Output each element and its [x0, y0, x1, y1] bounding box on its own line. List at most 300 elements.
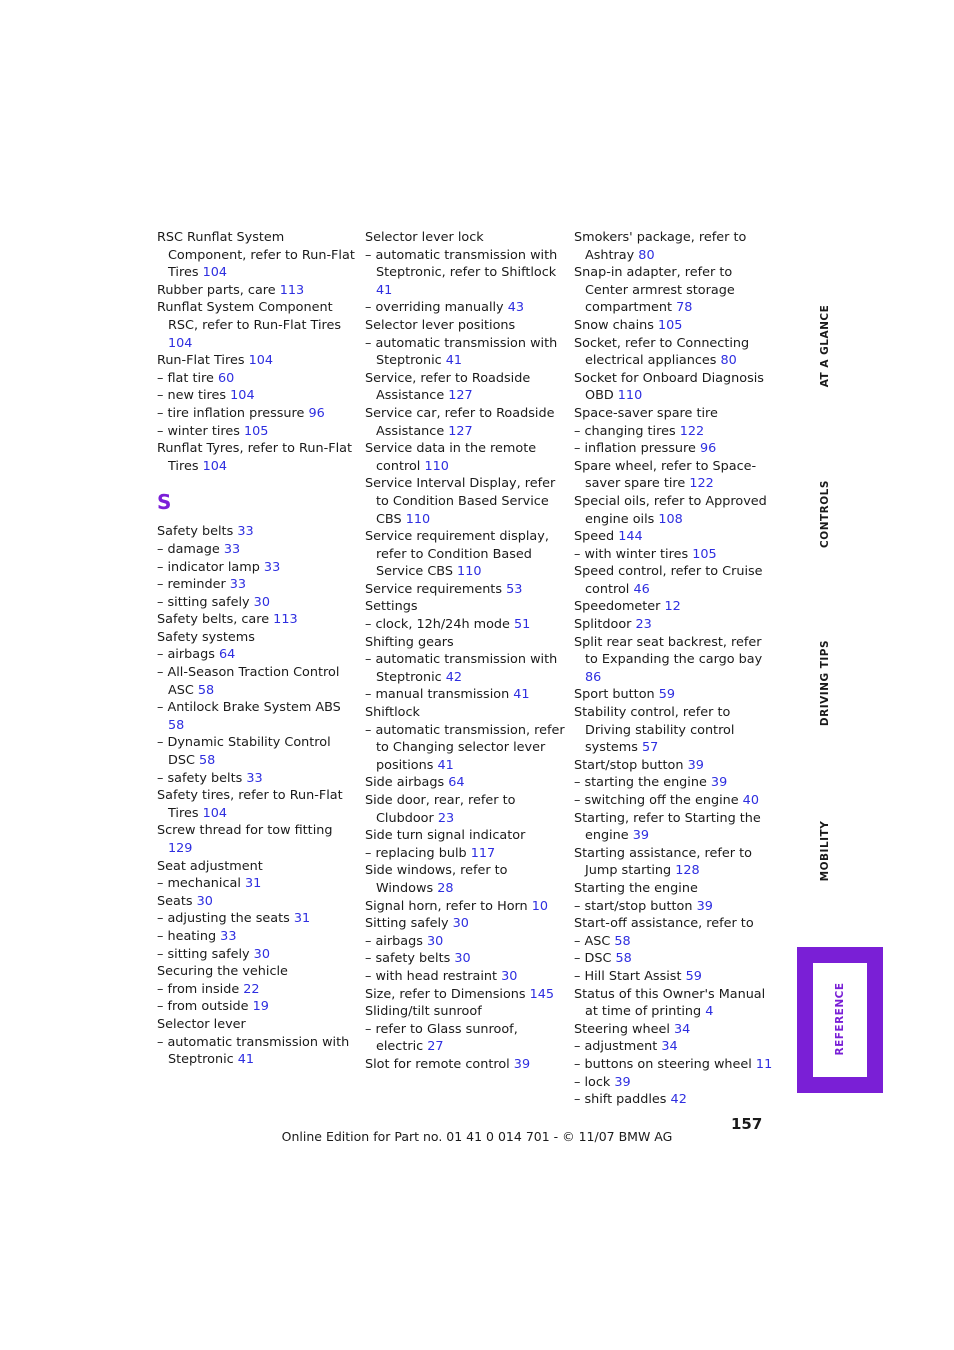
index-entry: [365, 862, 565, 897]
index-entry-text: Special oils, refer to Approved engine oils: [574, 493, 767, 527]
index-entry: [574, 898, 774, 916]
index-entry-text: Runflat System Component RSC, refer to Run-Flat Tires: [157, 300, 342, 333]
index-entry: [365, 651, 565, 686]
index-entry: [365, 915, 565, 933]
index-entry: [365, 581, 565, 599]
page-link[interactable]: 30: [196, 893, 213, 909]
page-link[interactable]: 104: [202, 458, 228, 474]
index-entry: [365, 299, 565, 317]
index-entry: [157, 963, 357, 981]
index-entry: [574, 915, 774, 933]
index-entry-text: Sport button: [574, 687, 659, 703]
index-entry: [157, 629, 357, 647]
index-entry-text: Selector lever positions: [365, 317, 516, 333]
index-entry-text: – airbags: [365, 933, 427, 949]
page-link[interactable]: 23: [635, 617, 652, 633]
index-entry: [157, 423, 357, 441]
index-entry: [574, 546, 774, 564]
page-link[interactable]: 46: [633, 581, 650, 597]
index-entry: [574, 1021, 774, 1039]
index-entry: [574, 704, 774, 757]
index-entry-text: – indicator lamp: [157, 559, 264, 575]
index-entry-text: – ASC: [574, 933, 615, 949]
index-entry-text: Selector lever: [157, 1016, 246, 1032]
index-column-3: [574, 229, 774, 1109]
index-entry-text: Signal horn, refer to Horn: [365, 898, 532, 914]
page-link[interactable]: 113: [273, 612, 298, 628]
index-entry-text: – DSC: [574, 951, 616, 967]
page-link[interactable]: 39: [632, 828, 650, 844]
index-entry: [574, 986, 774, 1021]
index-entry: [157, 646, 357, 664]
index-entry: [574, 598, 774, 616]
index-entry-text: – with winter tires: [574, 546, 693, 562]
index-entry-text: – buttons on steering wheel: [574, 1056, 756, 1072]
index-entry: [157, 822, 357, 857]
index-entry-text: – starting the engine: [574, 775, 711, 791]
index-entry: [574, 229, 774, 264]
index-entry-text: – automatic transmission with Steptronic: [365, 652, 558, 685]
index-entry-text: – sitting safely: [157, 594, 254, 610]
page-link[interactable]: 43: [507, 300, 524, 316]
index-entry: [365, 229, 565, 247]
index-entry: [574, 968, 774, 986]
tab-at-a-glance[interactable]: AT A GLANCE: [819, 304, 831, 388]
page-link[interactable]: 30: [253, 946, 270, 962]
page-link[interactable]: 30: [253, 594, 270, 610]
page-link[interactable]: 42: [445, 669, 463, 685]
index-entry: [574, 264, 774, 317]
index-entry-text: Service data in the remote control: [365, 441, 537, 474]
index-entry-text: Runflat Tyres, refer to Run-Flat Tires: [157, 441, 352, 474]
index-entry: [574, 792, 774, 810]
page-link[interactable]: 105: [243, 423, 269, 439]
index-entry: [574, 686, 774, 704]
page-link[interactable]: 64: [448, 775, 465, 791]
index-entry: [574, 1074, 774, 1092]
page-link[interactable]: 42: [670, 1092, 687, 1108]
index-entry: [365, 950, 565, 968]
tab-mobility[interactable]: MOBILITY: [819, 820, 831, 882]
page-link[interactable]: 41: [437, 757, 454, 773]
index-entry: [157, 910, 357, 928]
index-entry: [157, 576, 357, 594]
page-link[interactable]: 64: [218, 647, 236, 663]
index-entry: [365, 792, 565, 827]
index-entry-text: – flat tire: [157, 370, 218, 386]
index-entry-text: – reminder: [157, 577, 230, 593]
index-entry: [157, 664, 357, 699]
index-entry-text: Size, refer to Dimensions: [365, 986, 530, 1002]
page-link[interactable]: 39: [687, 757, 704, 773]
page-link[interactable]: 53: [506, 581, 523, 597]
index-entry-text: – inflation pressure: [574, 441, 700, 457]
index-entry-text: Slot for remote control: [365, 1056, 514, 1072]
footer-text: Online Edition for Part no. 01 41 0 014 701 - © 11/07 BMW AG: [281, 1129, 673, 1144]
index-column-2: [365, 229, 565, 1074]
index-entry-text: Safety systems: [157, 629, 255, 645]
index-entry-text: Snow chains: [574, 317, 658, 333]
page-link[interactable]: 33: [263, 559, 281, 575]
index-entry-text: – new tires: [157, 388, 231, 404]
index-entry: [365, 475, 565, 528]
index-entry: [365, 827, 565, 845]
index-entry-text: Side airbags: [365, 775, 449, 791]
page-link[interactable]: 39: [513, 1056, 531, 1072]
page-link[interactable]: 27: [427, 1039, 444, 1055]
index-entry: [574, 1056, 774, 1074]
index-entry-text: Service requirements: [365, 581, 507, 597]
page-link[interactable]: 57: [642, 740, 659, 756]
index-entry-text: Start/stop button: [574, 757, 688, 773]
index-entry-text: Shiftlock: [365, 705, 420, 721]
page-link[interactable]: 104: [202, 265, 228, 281]
page-link[interactable]: 28: [437, 880, 454, 896]
index-entry-text: Side door, rear, refer to Clubdoor: [365, 793, 516, 826]
index-entry: [157, 523, 357, 541]
index-entry: [365, 722, 565, 775]
index-entry-text: – automatic transmission, refer to Changing selector lever positions: [365, 722, 565, 773]
page-link[interactable]: 108: [658, 511, 683, 527]
index-entry: [157, 1016, 357, 1034]
index-entry-text: – adjustment: [574, 1039, 662, 1055]
index-entry: [365, 1003, 565, 1021]
page-link[interactable]: 40: [742, 793, 759, 808]
page-link[interactable]: 30: [452, 916, 469, 932]
page-link[interactable]: 80: [720, 353, 737, 369]
index-entry-text: Service car, refer to Roadside Assistance: [365, 405, 555, 439]
index-entry: [574, 634, 774, 687]
index-entry: [574, 563, 774, 598]
page-link[interactable]: 60: [217, 370, 235, 386]
index-entry-text: Shifting gears: [365, 634, 454, 650]
index-entry: [365, 247, 565, 300]
page-link[interactable]: 58: [197, 682, 215, 698]
index-entry-text: – safety belts: [365, 951, 455, 967]
index-entry-text: Starting assistance, refer to Jump starting: [574, 845, 752, 879]
page-link[interactable]: 39: [614, 1074, 631, 1090]
index-entry: [574, 774, 774, 792]
index-entry-text: – start/stop button: [574, 898, 697, 914]
tab-controls[interactable]: CONTROLS: [819, 480, 831, 548]
page-link[interactable]: 30: [454, 951, 471, 967]
index-entry-text: – mechanical: [157, 876, 245, 892]
page-link[interactable]: 110: [617, 388, 643, 404]
index-entry: [365, 528, 565, 581]
index-entry-text: – Antilock Brake System ABS: [157, 700, 341, 716]
index-entry: [157, 405, 357, 423]
index-entry-text: Side windows, refer to Windows: [365, 863, 508, 896]
index-entry-text: Steering wheel: [574, 1021, 674, 1037]
page-link[interactable]: 110: [457, 564, 482, 580]
index-entry: [157, 858, 357, 876]
index-entry-text: – sitting safely: [157, 946, 254, 962]
page-link[interactable]: 22: [243, 981, 260, 997]
page-link[interactable]: 31: [293, 911, 311, 927]
index-entry-text: – Dynamic Stability Control DSC: [157, 735, 331, 769]
page-link[interactable]: 33: [237, 524, 254, 540]
page-link[interactable]: 19: [252, 999, 269, 1015]
index-entry-text: Side turn signal indicator: [365, 828, 526, 844]
index-entry: [157, 387, 357, 405]
index-entry: [574, 528, 774, 546]
index-entry: [365, 317, 565, 335]
index-entry: [157, 981, 357, 999]
page-link[interactable]: 145: [529, 986, 555, 1002]
page-link[interactable]: 117: [470, 845, 496, 861]
page-link[interactable]: 33: [223, 541, 241, 557]
index-entry-text: – from outside: [157, 999, 253, 1015]
index-entry: [157, 594, 357, 612]
index-entry: [574, 933, 774, 951]
index-entry: [365, 405, 565, 440]
page-link[interactable]: 31: [244, 876, 262, 892]
index-entry-text: – tire inflation pressure: [157, 405, 309, 421]
index-entry: [574, 493, 774, 528]
index-entry-text: Screw thread for tow fitting: [157, 823, 333, 839]
index-entry-text: RSC Runflat System Component, refer to Run-Flat Tires: [157, 230, 355, 281]
index-entry-text: Securing the vehicle: [157, 964, 288, 980]
page-link[interactable]: 11: [755, 1056, 773, 1072]
index-entry-text: – switching off the engine: [574, 793, 743, 808]
index-entry: [157, 352, 357, 370]
page-link[interactable]: 30: [501, 968, 518, 984]
page-link[interactable]: 41: [445, 353, 463, 369]
index-entry-text: Safety tires, refer to Run-Flat Tires: [157, 788, 343, 821]
page-link[interactable]: 34: [661, 1039, 678, 1055]
index-entry-text: – automatic transmission with Steptronic: [157, 1034, 350, 1068]
page-link[interactable]: 129: [168, 841, 193, 856]
page-link[interactable]: 144: [618, 529, 643, 545]
index-entry: [574, 317, 774, 335]
page-link[interactable]: 34: [673, 1021, 691, 1037]
index-entry-text: Splitdoor: [574, 617, 636, 633]
page-link[interactable]: 104: [248, 353, 274, 369]
page-link[interactable]: 110: [424, 458, 449, 474]
page-link[interactable]: 104: [168, 335, 193, 351]
index-entry-text: – manual transmission: [365, 687, 514, 703]
index-entry-text: – Hill Start Assist: [574, 968, 686, 984]
index-entry-text: – with head restraint: [365, 968, 502, 984]
page-link[interactable]: 12: [664, 599, 681, 615]
index-entry-text: Smokers' package, refer to Ashtray: [574, 230, 747, 263]
index-entry-text: – heating: [157, 928, 221, 944]
page-link[interactable]: 122: [689, 476, 714, 492]
page-link[interactable]: 51: [514, 617, 531, 633]
index-entry: [365, 933, 565, 951]
index-entry-text: Seat adjustment: [157, 858, 263, 874]
index-entry: [157, 734, 357, 769]
page-link[interactable]: 30: [426, 933, 444, 949]
index-entry: [365, 335, 565, 370]
index-entry-text: Safety belts: [157, 524, 238, 540]
index-entry: [157, 946, 357, 964]
index-entry-text: Sitting safely: [365, 916, 453, 932]
index-entry: [365, 986, 565, 1004]
page-link[interactable]: 39: [710, 775, 728, 791]
index-entry-text: – automatic transmission with Steptronic, refer to Shiftlock: [365, 247, 558, 281]
index-entry-text: Safety belts, care: [157, 612, 274, 628]
index-entry-text: Run-Flat Tires: [157, 353, 249, 369]
index-entry-text: – clock, 12h/24h mode: [365, 617, 514, 633]
index-entry-text: Sliding/tilt sunroof: [365, 1004, 482, 1020]
page-link[interactable]: 58: [198, 753, 216, 769]
index-entry-text: Split rear seat backrest, refer to Expanding the cargo bay: [574, 634, 763, 668]
index-entry: [574, 757, 774, 775]
page-link[interactable]: 58: [168, 717, 185, 733]
index-entry: [157, 1034, 357, 1069]
index-entry: [574, 1091, 774, 1109]
index-entry-text: Socket, refer to Connecting electrical appliances: [574, 335, 750, 369]
page-link[interactable]: 80: [638, 247, 655, 263]
page-link[interactable]: 39: [696, 898, 713, 914]
index-entry-text: – lock: [574, 1074, 615, 1090]
tab-reference-label: REFERENCE: [834, 982, 846, 1056]
index-entry: [157, 998, 357, 1016]
page-link[interactable]: 96: [308, 405, 325, 421]
index-entry-text: Speed control, refer to Cruise control: [574, 564, 763, 597]
index-entry: [574, 458, 774, 493]
index-entry: [157, 541, 357, 559]
page-link[interactable]: 105: [658, 317, 683, 333]
index-entry-text: Speedometer: [574, 599, 665, 615]
index-entry-text: Service, refer to Roadside Assistance: [365, 370, 531, 404]
page-link[interactable]: 113: [279, 282, 305, 298]
index-entry-text: – from inside: [157, 981, 244, 997]
index-entry: [365, 968, 565, 986]
index-entry: [157, 282, 357, 300]
index-entry: [157, 699, 357, 734]
page-link[interactable]: 127: [448, 423, 473, 439]
index-entry: [574, 405, 774, 423]
index-entry: [157, 229, 357, 282]
index-entry: [574, 1038, 774, 1056]
page-link[interactable]: 104: [230, 388, 255, 404]
index-entry: [157, 787, 357, 822]
index-entry-text: – winter tires: [157, 423, 244, 439]
index-entry: [365, 686, 565, 704]
index-entry: [574, 370, 774, 405]
tab-reference-inner: [813, 963, 867, 1077]
index-entry-text: Seats: [157, 893, 197, 909]
index-entry-text: Service requirement display, refer to Condition Based Service CBS: [365, 529, 549, 580]
page-link[interactable]: 41: [237, 1052, 255, 1068]
page-link[interactable]: 4: [705, 1004, 714, 1020]
index-entry-text: Starting, refer to Starting the engine: [574, 810, 761, 844]
index-entry-text: Starting the engine: [574, 880, 698, 896]
index-entry-text: Space-saver spare tire: [574, 405, 718, 421]
index-entry-text: – automatic transmission with Steptronic: [365, 335, 558, 369]
index-entry-text: – All-Season Traction Control ASC: [157, 665, 340, 698]
index-entry: [365, 898, 565, 916]
page-link[interactable]: 41: [513, 687, 530, 703]
index-entry: [157, 559, 357, 577]
index-entry-text: Selector lever lock: [365, 230, 484, 245]
index-entry-text: – refer to Glass sunroof, electric: [365, 1021, 518, 1055]
index-column-1: [157, 229, 357, 1069]
index-entry-text: Service Interval Display, refer to Condition Based Service CBS: [365, 476, 556, 527]
page-link[interactable]: 10: [531, 898, 549, 914]
page-link[interactable]: 58: [615, 951, 632, 967]
index-entry-text: – overriding manually: [365, 300, 508, 316]
index-entry-text: Speed: [574, 529, 619, 545]
tab-reference[interactable]: [797, 947, 883, 1093]
index-entry-text: – adjusting the seats: [157, 911, 294, 927]
index-entry: [157, 770, 357, 788]
index-entry: [157, 611, 357, 629]
index-entry-text: Settings: [365, 599, 418, 615]
page-link[interactable]: 122: [679, 423, 705, 439]
index-entry: [157, 928, 357, 946]
index-entry: [365, 370, 565, 405]
page-link[interactable]: 105: [692, 546, 717, 562]
page-link[interactable]: 33: [229, 577, 247, 593]
index-entry: [365, 634, 565, 652]
index-entry: [157, 875, 357, 893]
page-link[interactable]: 128: [675, 863, 700, 879]
index-entry-text: – shift paddles: [574, 1092, 671, 1108]
index-entry-text: – airbags: [157, 647, 219, 663]
index-entry: [574, 880, 774, 898]
page-link[interactable]: 127: [448, 388, 473, 404]
index-entry: [574, 950, 774, 968]
page-link[interactable]: 23: [437, 810, 455, 826]
page-link[interactable]: 41: [376, 282, 393, 298]
page-number: 157: [731, 1115, 763, 1133]
page-link[interactable]: 59: [658, 687, 675, 703]
index-entry: [365, 845, 565, 863]
index-entry-text: Status of this Owner's Manual at time of printing: [574, 986, 766, 1020]
section-letter: S: [157, 490, 172, 515]
index-entry-text: – damage: [157, 541, 224, 557]
page-link[interactable]: 86: [585, 669, 602, 685]
index-entry-text: Stability control, refer to Driving stability control systems: [574, 705, 735, 756]
page-link[interactable]: 104: [202, 805, 228, 821]
page-link[interactable]: 33: [246, 770, 263, 786]
index-entry-text: – changing tires: [574, 423, 680, 439]
page-link[interactable]: 59: [685, 968, 702, 984]
index-entry-text: Socket for Onboard Diagnosis OBD: [574, 370, 764, 404]
index-entry: [574, 810, 774, 845]
tab-driving-tips[interactable]: DRIVING TIPS: [819, 639, 831, 727]
index-entry-text: – safety belts: [157, 770, 247, 786]
index-entry-text: Spare wheel, refer to Space-saver spare tire: [574, 458, 757, 492]
index-entry: [365, 440, 565, 475]
index-entry-text: Start-off assistance, refer to: [574, 916, 754, 932]
index-entry: [574, 335, 774, 370]
index-entry: [365, 1021, 565, 1056]
index-entry: [157, 893, 357, 911]
index-entry-text: Snap-in adapter, refer to Center armrest storage compartment: [574, 265, 735, 316]
index-entry: [574, 440, 774, 458]
page-link[interactable]: 33: [220, 928, 237, 944]
index-entry: [365, 704, 565, 722]
page-link[interactable]: 78: [676, 300, 693, 316]
index-entry: [574, 616, 774, 634]
index-entry-text: – replacing bulb: [365, 845, 471, 861]
index-entry: [365, 598, 565, 616]
index-entry-text: Rubber parts, care: [157, 282, 280, 298]
index-entry: [574, 423, 774, 441]
index-entry: [574, 845, 774, 880]
page-link[interactable]: 96: [699, 441, 717, 457]
index-entry: [365, 616, 565, 634]
page-link[interactable]: 110: [405, 511, 431, 527]
index-entry: [157, 299, 357, 352]
index-entry: [365, 774, 565, 792]
index-entry: [157, 370, 357, 388]
page-link[interactable]: 58: [614, 933, 631, 949]
